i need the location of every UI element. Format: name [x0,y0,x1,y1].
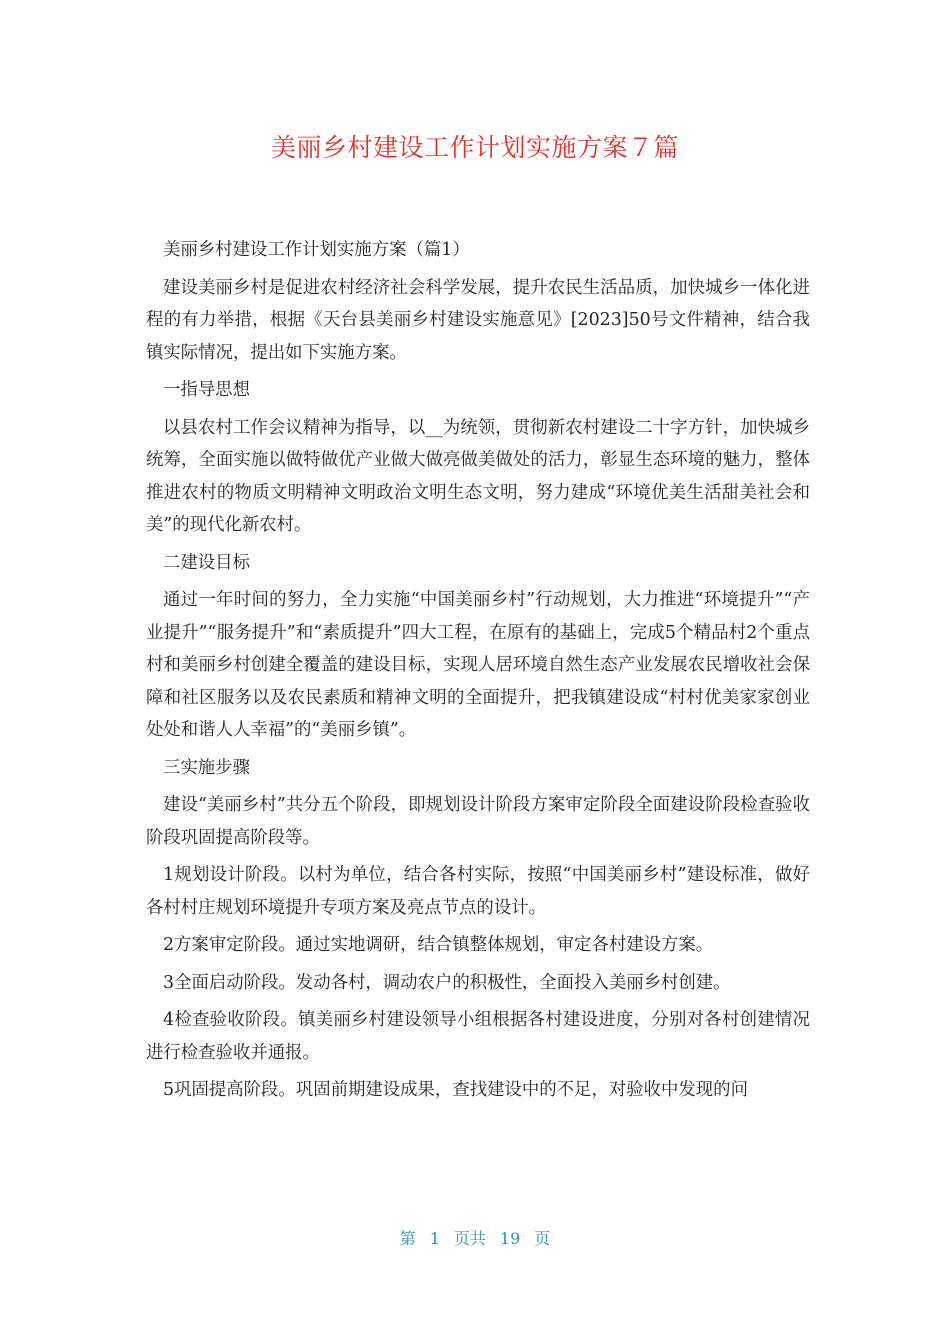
paragraph: 1规划设计阶段。以村为单位，结合各村实际，按照“中国美丽乡村”建设标准，做好各村村庄规划环境提升专项方案及亮点节点的设计。 [146,865,810,918]
paragraph: 建设美丽乡村是促进农村经济社会科学发展，提升农民生活品质，加快城乡一体化进程的有力举措，根据《天台县美丽乡村建设实施意见》[2023]50号文件精神，结合我镇实际情况，提出如下实施方案。 [146,277,810,363]
footer-total-label: 页共 [453,1229,486,1248]
paragraph: 建设“美丽乡村”共分五个阶段，即规划设计阶段方案审定阶段全面建设阶段检查验收阶段巩固提高阶段等。 [146,795,810,848]
section-heading: 美丽乡村建设工作计划实施方案（篇1） [163,240,470,260]
paragraph: 3全面启动阶段。发动各村，调动农户的积极性，全面投入美丽乡村创建。 [163,972,731,993]
footer-page-number: 1 [429,1229,440,1248]
footer-page-label: 第 [399,1229,416,1248]
section-heading: 三实施步骤 [163,757,250,778]
document-title: 美丽乡村建设工作计划实施方案７篇 [270,133,679,162]
paragraph: 5巩固提高阶段。巩固前期建设成果，查找建设中的不足，对验收中发现的问 [163,1080,748,1100]
paragraph: 以县农村工作会议精神为指导，以__为统领，贯彻新农村建设二十字方针，加快城乡统筹，全面实施以做特做优产业做大做亮做美做处的活力，彰显生态环境的魅力，整体推进农村的物质文明精神文明政治文明生态文明，努力建成“环境优美生活甜美社会和美”的现代化新农村。 [146,417,810,535]
section-heading: 一指导思想 [163,380,250,400]
page-footer [0,1226,950,1249]
paragraph: 4检查验收阶段。镇美丽乡村建设领导小组根据各村建设进度，分别对各村创建情况进行检查验收并通报。 [146,1010,810,1063]
paragraph: 通过一年时间的努力，全力实施“中国美丽乡村”行动规划，大力推进“环境提升”“产业提升”“服务提升”和“素质提升”四大工程，在原有的基础上，完成5个精品村2个重点村和美丽乡村创建全覆盖的建设目标，实现人居环境自然生态产业发展农民增收社会保障和社区服务以及农民素质和精神文明的全面提升，把我镇建设成“村村优美家家创业处处和谐人人幸福”的“美丽乡镇”。 [146,590,810,740]
document-body [146,234,810,1112]
footer-end-label: 页 [534,1229,551,1248]
paragraph: 2方案审定阶段。通过实地调研，结合镇整体规划，审定各村建设方案。 [163,935,714,955]
footer-total-pages: 19 [499,1229,521,1248]
section-heading: 二建设目标 [163,552,250,573]
